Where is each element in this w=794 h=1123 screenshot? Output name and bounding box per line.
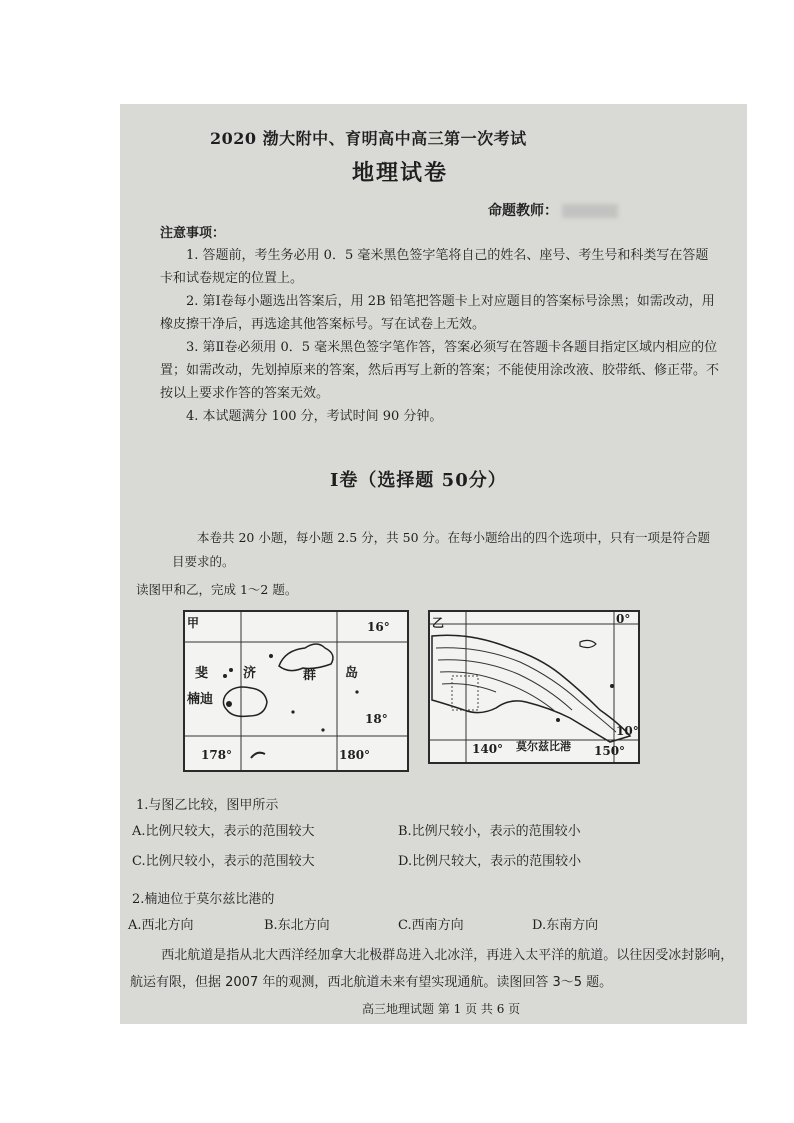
author-label: 命题教师： (488, 203, 558, 219)
map-b-lon-right: 150° (594, 744, 626, 758)
q2-option-a: A.西北方向 (128, 918, 194, 933)
q2-stem: 2.楠迪位于莫尔兹比港的 (132, 892, 275, 907)
author-name-redacted (562, 204, 618, 218)
exam-subject: 地理试卷 (352, 160, 449, 186)
map-a-label: 甲 (187, 616, 200, 630)
note-1: 1. 答题前，考生务必用 0．5 毫米黑色签字笔将自己的姓名、座号、考生号和科类写在答题卡和试卷规定的位置上。 (160, 248, 709, 286)
map-b-lon-left: 140° (472, 742, 504, 756)
island-char-2: 济 (243, 666, 257, 681)
section-title: Ⅰ卷（选择题 50分） (330, 470, 507, 491)
page-footer: 高三地理试题 第 1 页 共 6 页 (362, 1002, 521, 1016)
q1-stem: 1.与图乙比较，图甲所示 (136, 798, 279, 813)
map-papua (428, 610, 640, 764)
map-b-lat-top: 0° (616, 612, 631, 626)
map-a-lon-left: 178° (201, 748, 233, 762)
exam-title: 2020 渤大附中、育明高中高三第一次考试 (210, 129, 527, 148)
note-3: 3. 第Ⅱ卷必须用 0．5 毫米黑色签字笔作答，答案必须写在答题卡各题目指定区域内相应的位置；如需改动，先划掉原来的答案，然后再写上新的答案；不能使用涂改液、胶带纸、修正带。不按以上要求作答的答案无效。 (160, 340, 720, 401)
exam-sheet (120, 104, 747, 1024)
q1-option-b: B.比例尺较小，表示的范围较小 (398, 824, 581, 839)
map-b-label: 乙 (432, 616, 445, 630)
notes-heading: 注意事项： (160, 226, 226, 241)
q1-option-a: A.比例尺较大，表示的范围较大 (132, 824, 315, 839)
section-intro: 本卷共 20 小题，每小题 2.5 分，共 50 分。在每小题给出的四个选项中，只有一项是符合题目要求的。 (172, 530, 711, 569)
note-4: 4. 本试题满分 100 分，考试时间 90 分钟。 (186, 409, 443, 424)
passage-text: 西北航道是指从北大西洋经加拿大北极群岛进入北冰洋，再进入太平洋的航道。以往因受冰封影响，航运有限，但据 2007 年的观测，西北航道未来有望实现通航。读图回答 3～5 题。 (130, 948, 734, 990)
map-a-lat-top: 16° (367, 620, 390, 634)
city-port-moresby: 莫尔兹比港 (516, 740, 571, 753)
city-nadi: 楠迪 (187, 692, 214, 707)
island-char-4: 岛 (345, 666, 359, 681)
q2-option-d: D.东南方向 (532, 918, 599, 933)
q1-option-c: C.比例尺较小，表示的范围较大 (132, 854, 315, 869)
map-fiji-drawing (185, 612, 407, 770)
map-fiji (183, 610, 409, 772)
map-a-lat-bottom: 18° (365, 712, 388, 726)
map-a-lon-right: 180° (339, 748, 371, 762)
island-char-1: 斐 (195, 666, 209, 681)
note-2: 2. 第Ⅰ卷每小题选出答案后，用 2B 铅笔把答题卡上对应题目的答案标号涂黑；如需改动，用橡皮擦干净后，再选途其他答案标号。写在试卷上无效。 (160, 294, 715, 332)
author-line (488, 200, 618, 220)
island-char-3: 群 (303, 668, 317, 683)
q1-option-d: D.比例尺较大，表示的范围较小 (398, 854, 582, 869)
q2-option-c: C.西南方向 (398, 918, 464, 933)
map-b-lat-bottom: 10° (616, 724, 639, 738)
q2-option-b: B.东北方向 (264, 918, 330, 933)
read-map-instruction: 读图甲和乙，完成 1～2 题。 (136, 582, 298, 597)
